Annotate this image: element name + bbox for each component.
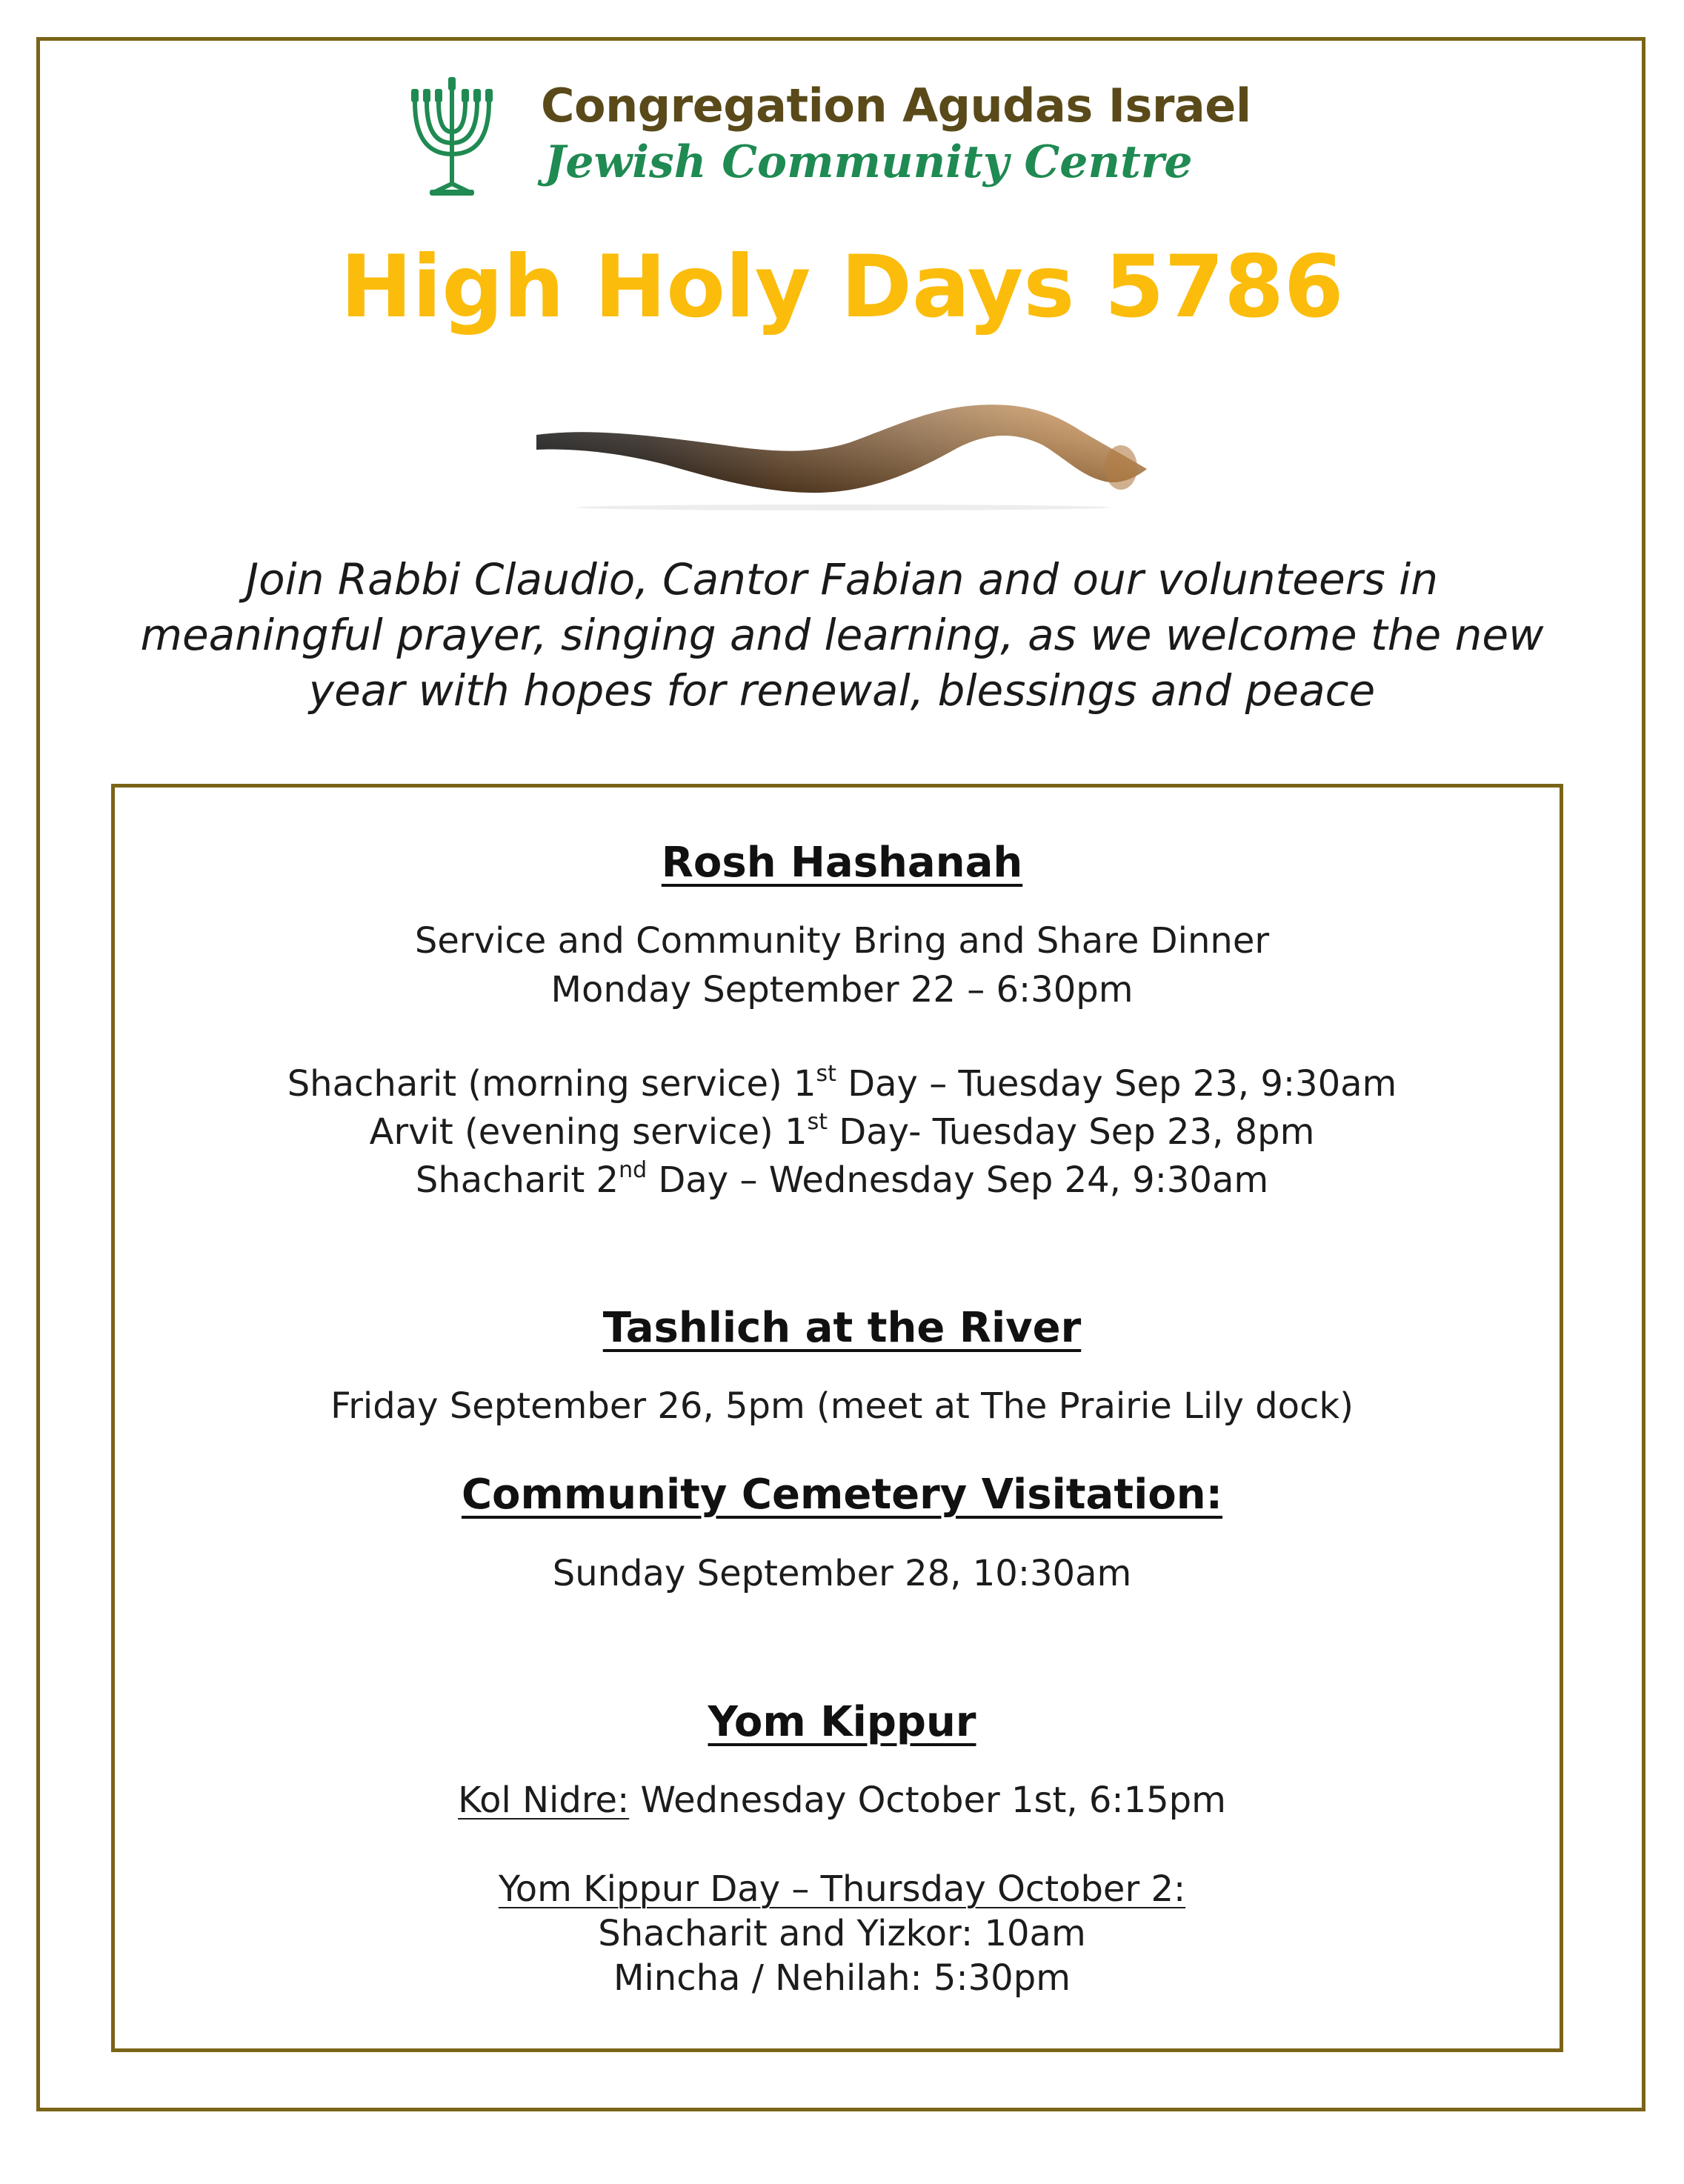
kol-nidre-time: Wednesday October 1st, 6:15pm — [629, 1780, 1226, 1821]
page-title: High Holy Days 5786 — [340, 237, 1344, 337]
yizkor-line: Shacharit and Yizkor: 10am — [598, 1913, 1086, 1954]
shofar-icon — [532, 382, 1154, 511]
menorah-icon — [400, 73, 504, 199]
shacharit-day1-line: Shacharit (morning service) 1st Day – Tuesday Sep 23, 9:30am — [287, 1061, 1397, 1105]
kol-nidre-line — [0, 1777, 1684, 1824]
mincha-line: Mincha / Nehilah: 5:30pm — [613, 1957, 1071, 1999]
arvit-day1-line: Arvit (evening service) 1st Day- Tuesday Sep 23, 8pm — [369, 1109, 1315, 1153]
intro-line: meaningful prayer, singing and learning, as we welcome the new — [140, 610, 1544, 660]
organization-logo — [400, 73, 1289, 202]
shacharit-day2-line: Shacharit 2nd Day – Wednesday Sep 24, 9:30am — [415, 1157, 1269, 1201]
kol-nidre-label: Kol Nidre: — [458, 1780, 630, 1821]
yom-kippur-day-line: Yom Kippur Day – Thursday October 2: — [498, 1868, 1186, 1910]
rosh-hashanah-heading: Rosh Hashanah — [661, 839, 1023, 887]
intro-line: Join Rabbi Claudio, Cantor Fabian and our volunteers in — [245, 554, 1439, 605]
dinner-line: Service and Community Bring and Share Dinner — [414, 920, 1270, 962]
yom-kippur-heading: Yom Kippur — [708, 1698, 976, 1746]
cemetery-heading: Community Cemetery Visitation: — [461, 1471, 1223, 1519]
intro-text — [89, 552, 1595, 719]
organization-name: Congregation Agudas Israel — [541, 79, 1251, 133]
organization-subtitle: Jewish Community Centre — [545, 136, 1193, 188]
dinner-date: Monday September 22 – 6:30pm — [550, 969, 1134, 1011]
intro-line: year with hopes for renewal, blessings and peace — [308, 665, 1376, 716]
cemetery-detail: Sunday September 28, 10:30am — [552, 1553, 1132, 1594]
tashlich-detail: Friday September 26, 5pm (meet at The Prairie Lily dock) — [330, 1385, 1354, 1427]
tashlich-heading: Tashlich at the River — [602, 1304, 1082, 1352]
